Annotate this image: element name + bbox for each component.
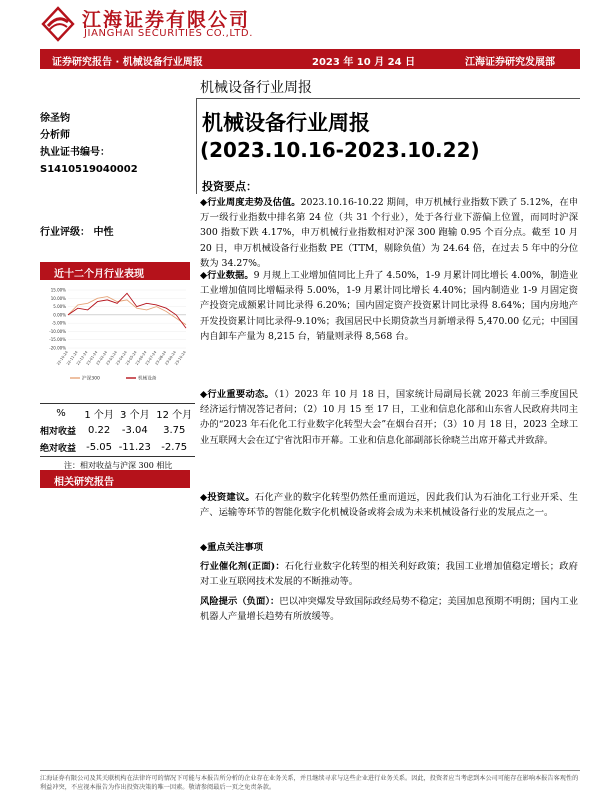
table-row — [40, 439, 195, 456]
paragraph-heading: ◆行业周度走势及估值。 — [200, 197, 301, 208]
performance-chart — [40, 286, 190, 384]
related-section-title: 相关研究报告 — [54, 477, 114, 488]
risk-heading: 风险提示（负面）： — [200, 595, 280, 607]
catalyst-body: 石化行业数字化转型的相关利好政策；我国工业增加值稳定增长；政府对工业互联网技术发展的不断推动等。 — [200, 561, 578, 588]
paragraph-heading: ◆行业数据。 — [200, 270, 254, 281]
x-tick-label: 23-02-24 — [95, 350, 109, 366]
table-cell: -11.23 — [118, 442, 151, 453]
paragraph-body: （1）2023 年 10 月 18 日，国家统计局副局长就 2023 年前三季度国民经济运行情况答记者问；（2）10 月 15 至 17 日，工业和信息化部和山东省人民政府共同主办的“2023 年石化化工行业数字化转型大会”在烟台召开；（3）10 月 18 日，2023 全球工业互联网大会在辽宁省沈阳市开幕。工业和信息化部副部长徐晓兰出席开幕式并致辞。 — [200, 389, 578, 446]
y-tick-label: 0.00% — [53, 312, 66, 318]
table-rule — [40, 403, 195, 404]
x-tick-label: 22-11-24 — [66, 350, 79, 366]
y-tick-label: -20.00% — [49, 345, 66, 351]
catalyst-heading: 行业催化剂(正面)： — [200, 561, 285, 573]
paragraph-body: 2023.10.16-10.22 期间，申万机械行业指数下跌了 5.12%，在申万一级行业指数中排名第 24 位（共 31 个行业），处于各行业下游偏上位置，而同时沪深 300 指数下跌 4.17%，申万机械行业指数相对沪深 300 跑输 0.95 个百分点。截至 10 月 20 日，申万机械设备行业指数 PE（TTM，剔除负值）为 24.64 倍，在过去 5 年中的分位数为 34.27%。 — [200, 197, 578, 269]
paragraph-industry-news — [200, 387, 578, 448]
legend-label: 沪深300 — [82, 376, 100, 382]
series-line-0 — [68, 297, 186, 325]
y-tick-label: -10.00% — [49, 328, 66, 334]
table-rule — [40, 456, 195, 457]
paragraph-heading: ◆重点关注事项 — [200, 542, 263, 553]
paragraph-investment-advice — [200, 490, 578, 520]
table-header: % — [56, 408, 66, 419]
table-row — [40, 422, 195, 439]
industry-rating: 行业评级： 中性 — [40, 227, 114, 238]
company-name-cn: 江海证券有限公司 — [82, 9, 251, 31]
table-cell: -3.04 — [121, 425, 148, 436]
performance-table — [40, 405, 195, 456]
row-label: 相对收益 — [40, 427, 77, 437]
table-cell: -2.75 — [161, 442, 188, 453]
y-tick-label: -5.00% — [51, 320, 66, 326]
row-label: 绝对收益 — [40, 444, 77, 454]
related-section-bar — [40, 470, 190, 488]
x-tick-label: 22-12-24 — [75, 350, 89, 366]
analyst-name: 徐圣钧 — [40, 113, 70, 124]
table-cell: 0.22 — [87, 425, 111, 436]
paragraph-body: 9 月规上工业增加值同比上升了 4.50%，1-9 月累计同比增长 4.00%，制造业工业增加值同比增幅录得 5.00%，1-9 月累计同比增长 4.40%；国内制造业 1-9 月固定资产投资完成额累计同比录得 6.20%；国内固定资产投资累计同比录得 8.64%；国内房地产开发投资累计同比录得-9.10%；我国居民中长期贷款当月新增录得 5,470.00 亿元；中国国内自卸车产量为 8,215 台，销量则录得 8,568 台。 — [200, 270, 578, 342]
analyst-info — [40, 110, 190, 178]
x-tick-label: 23-03-24 — [105, 350, 118, 366]
paragraph-weekly-trend — [200, 195, 578, 271]
header-bar — [40, 49, 580, 69]
cert-number: S1410519040002 — [40, 164, 138, 175]
y-tick-label: 5.00% — [53, 304, 66, 310]
analyst-role: 分析师 — [40, 130, 70, 141]
table-note: 注：相对收益与沪深 300 相比 — [64, 461, 173, 470]
paragraph-body: 石化产业的数字化转型仍然任重而道远，因此我们认为石油化工行业开采、生产、运输等环节的智能化数字化机械设备或将会成为未来机械设备行业的发展点之一。 — [200, 492, 578, 519]
table-header: 3 个月 — [120, 410, 150, 421]
x-tick-label: 23-01-24 — [85, 350, 99, 366]
department: 江海证券研究发展部 — [465, 57, 555, 68]
x-tick-label: 23-04-24 — [115, 350, 128, 366]
table-header-row — [40, 405, 195, 422]
report-type: 证券研究报告 · 机械设备行业周报 — [52, 57, 203, 68]
table-cell: -5.05 — [86, 442, 113, 453]
report-title: 机械设备行业周报 — [202, 111, 370, 135]
table-header: 1 个月 — [84, 410, 114, 421]
divider — [196, 98, 197, 194]
x-tick-label: 23-10-24 — [174, 350, 187, 366]
chart-section-title: 近十二个月行业表现 — [54, 269, 144, 280]
legend-label: 机械设备 — [138, 376, 157, 382]
x-tick-label: 22-10-24 — [56, 350, 69, 366]
footer-disclaimer: 江海证券有限公司及其关联机构在法律许可的情况下可能与本报告所分析的企业存在业务关系，并且继续寻求与这些企业进行业务关系。因此，投资者应当考虑到本公司可能存在影响本报告客观性的利益冲突，不应视本报告为作出投资决策的唯一因素。敬请参阅最后一页之免责条款。 — [40, 775, 579, 791]
summary-heading: 投资要点： — [202, 180, 257, 193]
paragraph-heading: ◆行业重要动态。 — [200, 389, 275, 400]
chart-section-bar — [40, 262, 190, 280]
x-tick-label: 23-07-24 — [144, 350, 158, 366]
divider — [196, 98, 580, 99]
y-tick-label: 10.00% — [50, 295, 66, 301]
company-name-en: JIANGHAI SECURITIES CO.,LTD. — [84, 28, 254, 39]
company-logo-icon — [40, 6, 76, 42]
y-tick-label: 15.00% — [50, 287, 66, 293]
risk-body: 巴以冲突爆发导致国际政经局势不稳定；美国加息预期不明朗；国内工业机器人产量增长趋势有所放缓等。 — [200, 595, 578, 622]
paragraph-key-items — [200, 540, 578, 624]
table-cell: 3.75 — [163, 425, 186, 436]
footer-divider — [40, 770, 580, 771]
table-header: 12 个月 — [156, 410, 193, 421]
x-tick-label: 23-09-24 — [164, 350, 177, 366]
x-tick-label: 23-06-24 — [134, 350, 148, 366]
y-tick-label: -15.00% — [49, 337, 66, 343]
cert-label: 执业证书编号： — [40, 147, 110, 158]
x-tick-label: 23-05-24 — [125, 350, 138, 366]
report-date: 2023 年 10 月 24 日 — [312, 57, 416, 68]
paragraph-heading: ◆投资建议。 — [200, 492, 255, 503]
paragraph-industry-data — [200, 268, 578, 344]
report-period: (2023.10.16-2023.10.22) — [200, 138, 480, 162]
report-subtitle: 机械设备行业周报 — [200, 80, 312, 96]
x-tick-label: 23-08-24 — [154, 350, 168, 366]
